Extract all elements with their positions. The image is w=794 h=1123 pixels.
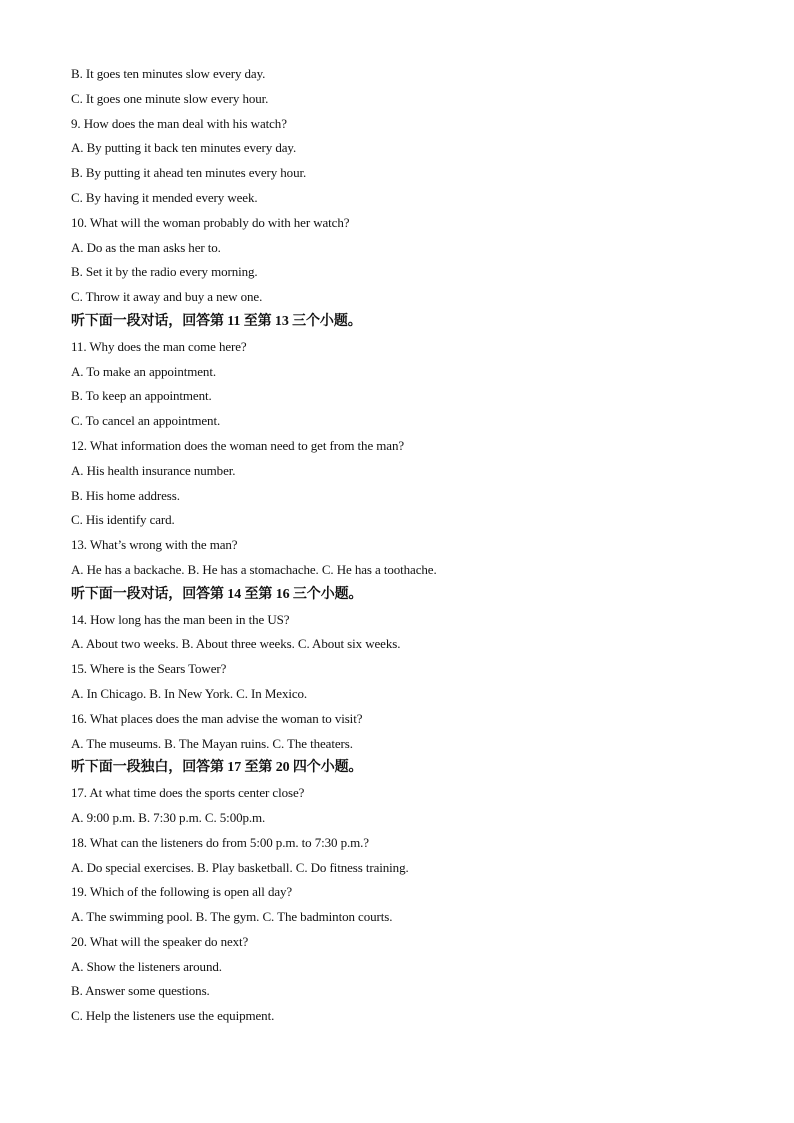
text-line: C. His identify card. (71, 512, 175, 528)
text-line: B. Set it by the radio every morning. (71, 264, 258, 280)
text-line: 9. How does the man deal with his watch? (71, 115, 287, 131)
text-line: A. Do special exercises. B. Play basketball. C. Do fitness training. (71, 859, 409, 875)
text-line: A. In Chicago. B. In New York. C. In Mexico. (71, 685, 308, 701)
text-line: C. It goes one minute slow every hour. (71, 90, 269, 106)
section-heading: 听下面一段独白，回答第 17 至第 20 四个小题。 (71, 760, 363, 776)
text-line: 18. What can the listeners do from 5:00 p.m. to 7:30 p.m.? (71, 834, 369, 850)
text-line: A. 9:00 p.m. B. 7:30 p.m. C. 5:00p.m. (71, 809, 266, 825)
text-line: C. By having it mended every week. (71, 189, 258, 205)
text-line: 20. What will the speaker do next? (71, 933, 249, 949)
text-line: C. To cancel an appointment. (71, 413, 221, 429)
text-line: A. About two weeks. B. About three weeks. C. About six weeks. (71, 636, 401, 652)
text-line: 17. At what time does the sports center close? (71, 785, 305, 801)
text-line: A. He has a backache. B. He has a stomachache. C. He has a toothache. (71, 561, 437, 577)
text-line: A. The swimming pool. B. The gym. C. The badminton courts. (71, 909, 393, 925)
section-heading: 听下面一段对话，回答第 11 至第 13 三个小题。 (71, 313, 362, 329)
text-line: A. By putting it back ten minutes every day. (71, 140, 297, 156)
text-line: 19. Which of the following is open all day? (71, 884, 293, 900)
text-line: B. To keep an appointment. (71, 388, 212, 404)
text-line: B. His home address. (71, 487, 180, 503)
section-heading: 听下面一段对话，回答第 14 至第 16 三个小题。 (71, 586, 363, 602)
text-line: A. To make an appointment. (71, 363, 216, 379)
text-line: 12. What information does the woman need to get from the man? (71, 437, 405, 453)
text-line: A. His health insurance number. (71, 462, 236, 478)
text-line: C. Help the listeners use the equipment. (71, 1008, 275, 1024)
text-line: A. The museums. B. The Mayan ruins. C. The theaters. (71, 735, 353, 751)
text-line: A. Show the listeners around. (71, 958, 222, 974)
text-line: 10. What will the woman probably do with her watch? (71, 214, 350, 230)
text-line: B. Answer some questions. (71, 983, 210, 999)
text-line: 11. Why does the man come here? (71, 338, 247, 354)
text-line: 13. What’s wrong with the man? (71, 537, 238, 553)
text-line: B. By putting it ahead ten minutes every hour. (71, 165, 307, 181)
text-line: C. Throw it away and buy a new one. (71, 289, 263, 305)
document-page (71, 62, 731, 1029)
text-line: 15. Where is the Sears Tower? (71, 661, 227, 677)
text-line: B. It goes ten minutes slow every day. (71, 66, 266, 81)
text-line: 14. How long has the man been in the US? (71, 611, 290, 627)
text-line: A. Do as the man asks her to. (71, 239, 221, 255)
text-line: 16. What places does the man advise the woman to visit? (71, 710, 363, 726)
